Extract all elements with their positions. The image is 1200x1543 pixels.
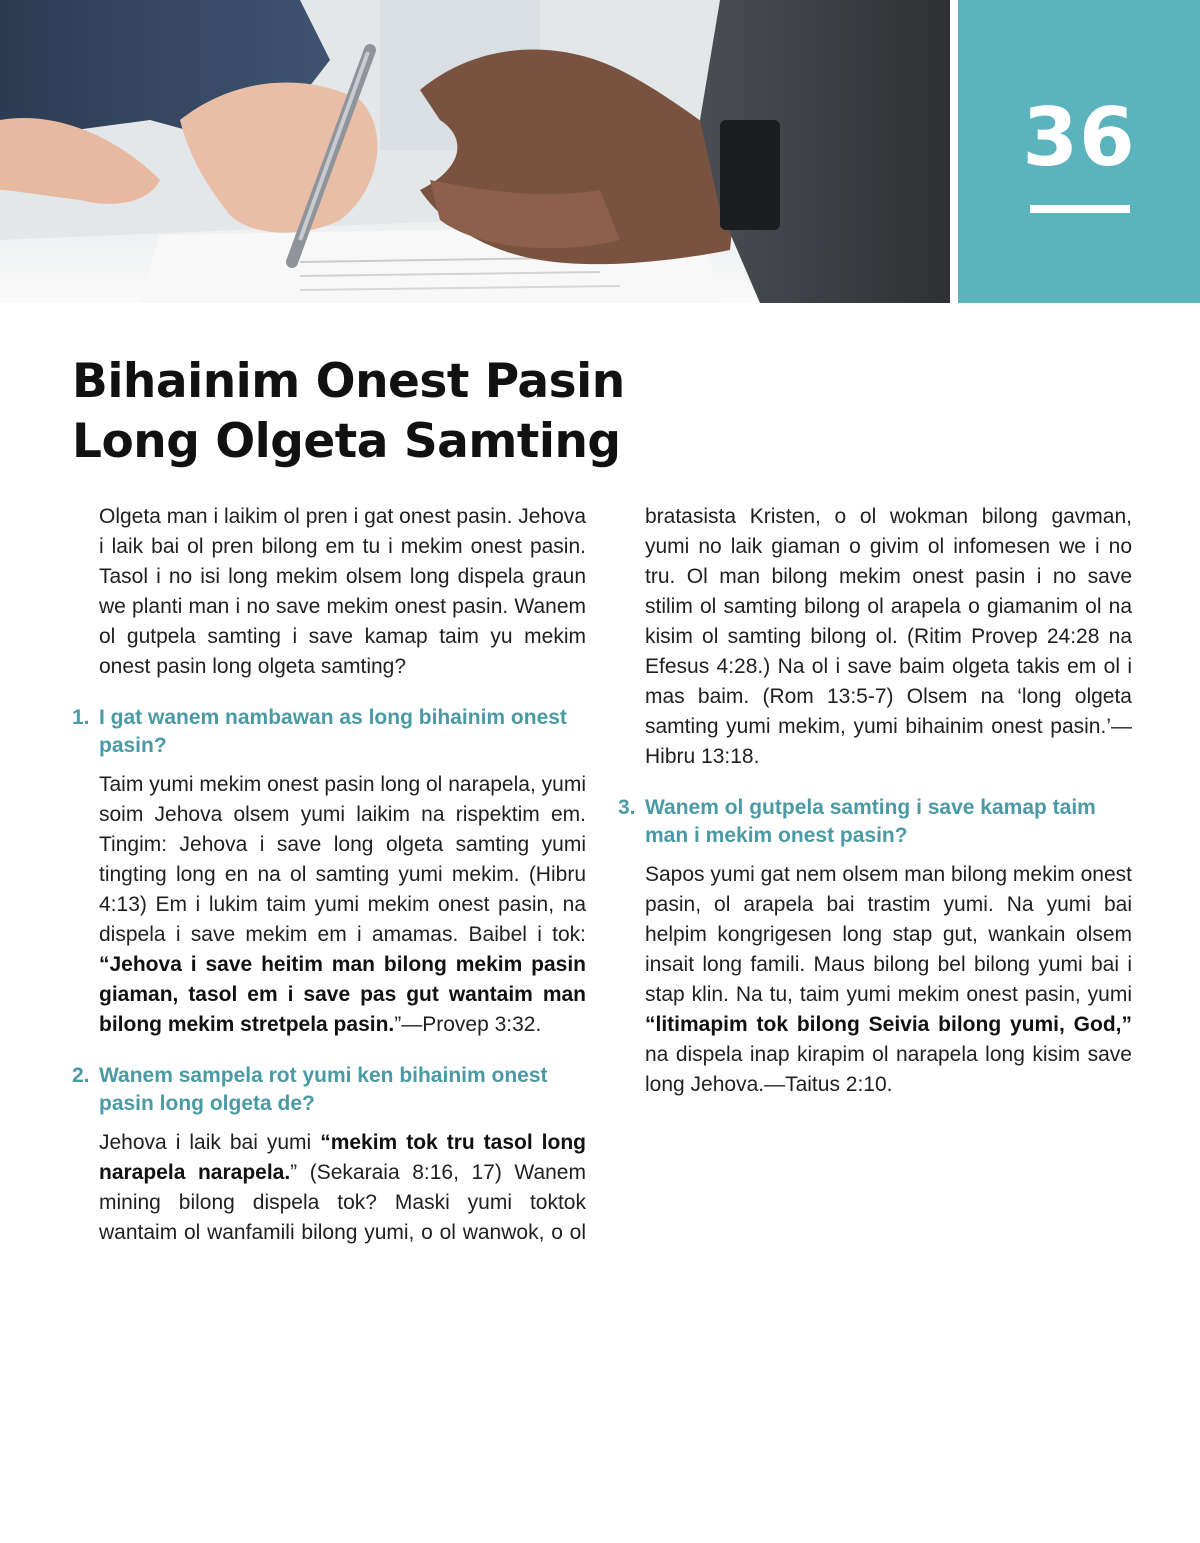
question-3-number: 3.: [618, 796, 636, 819]
answer-3-paragraph: [645, 860, 1132, 1100]
lesson-number: 36: [1022, 91, 1136, 184]
answer-1-paragraph: [99, 770, 586, 1040]
answer-1-reference: ”—Provep 3:32.: [394, 1013, 542, 1036]
intro-paragraph: Olgeta man i laikim ol pren i gat onest pasin. Jehova i laik bai ol pren bilong em tu i mekim onest pasin. Tasol i no isi long mekim olsem long dispela graun we planti man i no save mekim onest pasin. Wanem ol gutpela samting i save kamap taim yu mekim onest pasin long olgeta samting?: [99, 505, 586, 678]
answer-2-quote: “mekim tok tru tasol long narapela narapela.: [99, 1131, 586, 1184]
question-3-text: Wanem ol gutpela samting i save kamap taim man i mekim onest pasin?: [645, 796, 1096, 847]
answer-2-right-part: [618, 502, 1132, 772]
page-title: Bihainim Onest Pasin Long Olgeta Samting: [72, 354, 625, 469]
question-1-number: 1.: [72, 706, 90, 729]
handshake-document-illustration: [0, 0, 950, 303]
answer-2-text: Jehova i laik bai yumi: [99, 1131, 321, 1154]
question-2-number: 2.: [72, 1064, 90, 1087]
header-photo: [0, 0, 950, 303]
answer-1-quote: “Jehova i save heitim man bilong mekim pasin giaman, tasol em i save pas gut wantaim man bilong mekim stretpela pasin.: [99, 953, 586, 1036]
answer-2-left-part: [72, 1128, 586, 1248]
answer-3-reference: na dispela inap kirapim ol narapela long kisim save long Jehova.—Taitus 2:10.: [645, 1043, 1132, 1096]
lesson-number-panel: [958, 0, 1200, 303]
question-2-text: Wanem sampela rot yumi ken bihainim onest pasin long olgeta de?: [99, 1064, 548, 1115]
left-column: [72, 502, 586, 1248]
answer-1-text: Taim yumi mekim onest pasin long ol narapela, yumi soim Jehova olsem yumi laikim na rispektim em. Tingim: Jehova i save long olgeta samting yumi tingting long en na ol samting yumi mekim. (Hibru 4:13) Em i lukim taim yumi mekim onest pasin, na dispela i save mekim em i amamas. Baibel i tok:: [99, 773, 586, 946]
answer-2-paragraph-continued: [645, 502, 1132, 772]
lesson-number-underline: [1030, 205, 1130, 213]
answer-2-paragraph: [99, 1128, 586, 1248]
question-2: [72, 1062, 586, 1118]
question-1-text: I gat wanem nambawan as long bihainim onest pasin?: [99, 706, 567, 757]
answer-2-continuation: ” (Sekaraia 8:16, 17) Wanem mining bilong dispela tok? Maski yumi toktok wantaim ol wanfamili bilong yumi, o ol wanwok, o ol: [99, 1161, 586, 1244]
question-1: [72, 704, 586, 760]
answer-3-text: Sapos yumi gat nem olsem man bilong mekim onest pasin, ol arapela bai trastim yumi. Na yumi bai helpim kongrigesen long stap gut, wankain olsem insait long famili. Maus bilong bel bilong yumi bai i stap klin. Na tu, taim yumi mekim onest pasin, yumi: [645, 863, 1132, 1006]
right-column: [618, 502, 1132, 1100]
answer-2-continuation-flow: bratasista Kristen, o ol wokman bilong gavman, yumi no laik giaman o givim ol infomesen we i no tru. Ol man bilong mekim onest pasin i no save stilim ol samting bilong ol arapela o giamanim ol na kisim ol samting bilong ol. (Ritim Provep 24:28 na Efesus 4:28.) Na ol i save baim olgeta takis em ol i mas baim. (Rom 13:5-7) Olsem na ‘long olgeta samting yumi mekim, yumi bihainim onest pasin.’—Hibru 13:18.: [645, 505, 1132, 768]
question-3: [618, 794, 1132, 850]
answer-3-quote: “litimapim tok bilong Seivia bilong yumi, God,”: [645, 1013, 1132, 1036]
